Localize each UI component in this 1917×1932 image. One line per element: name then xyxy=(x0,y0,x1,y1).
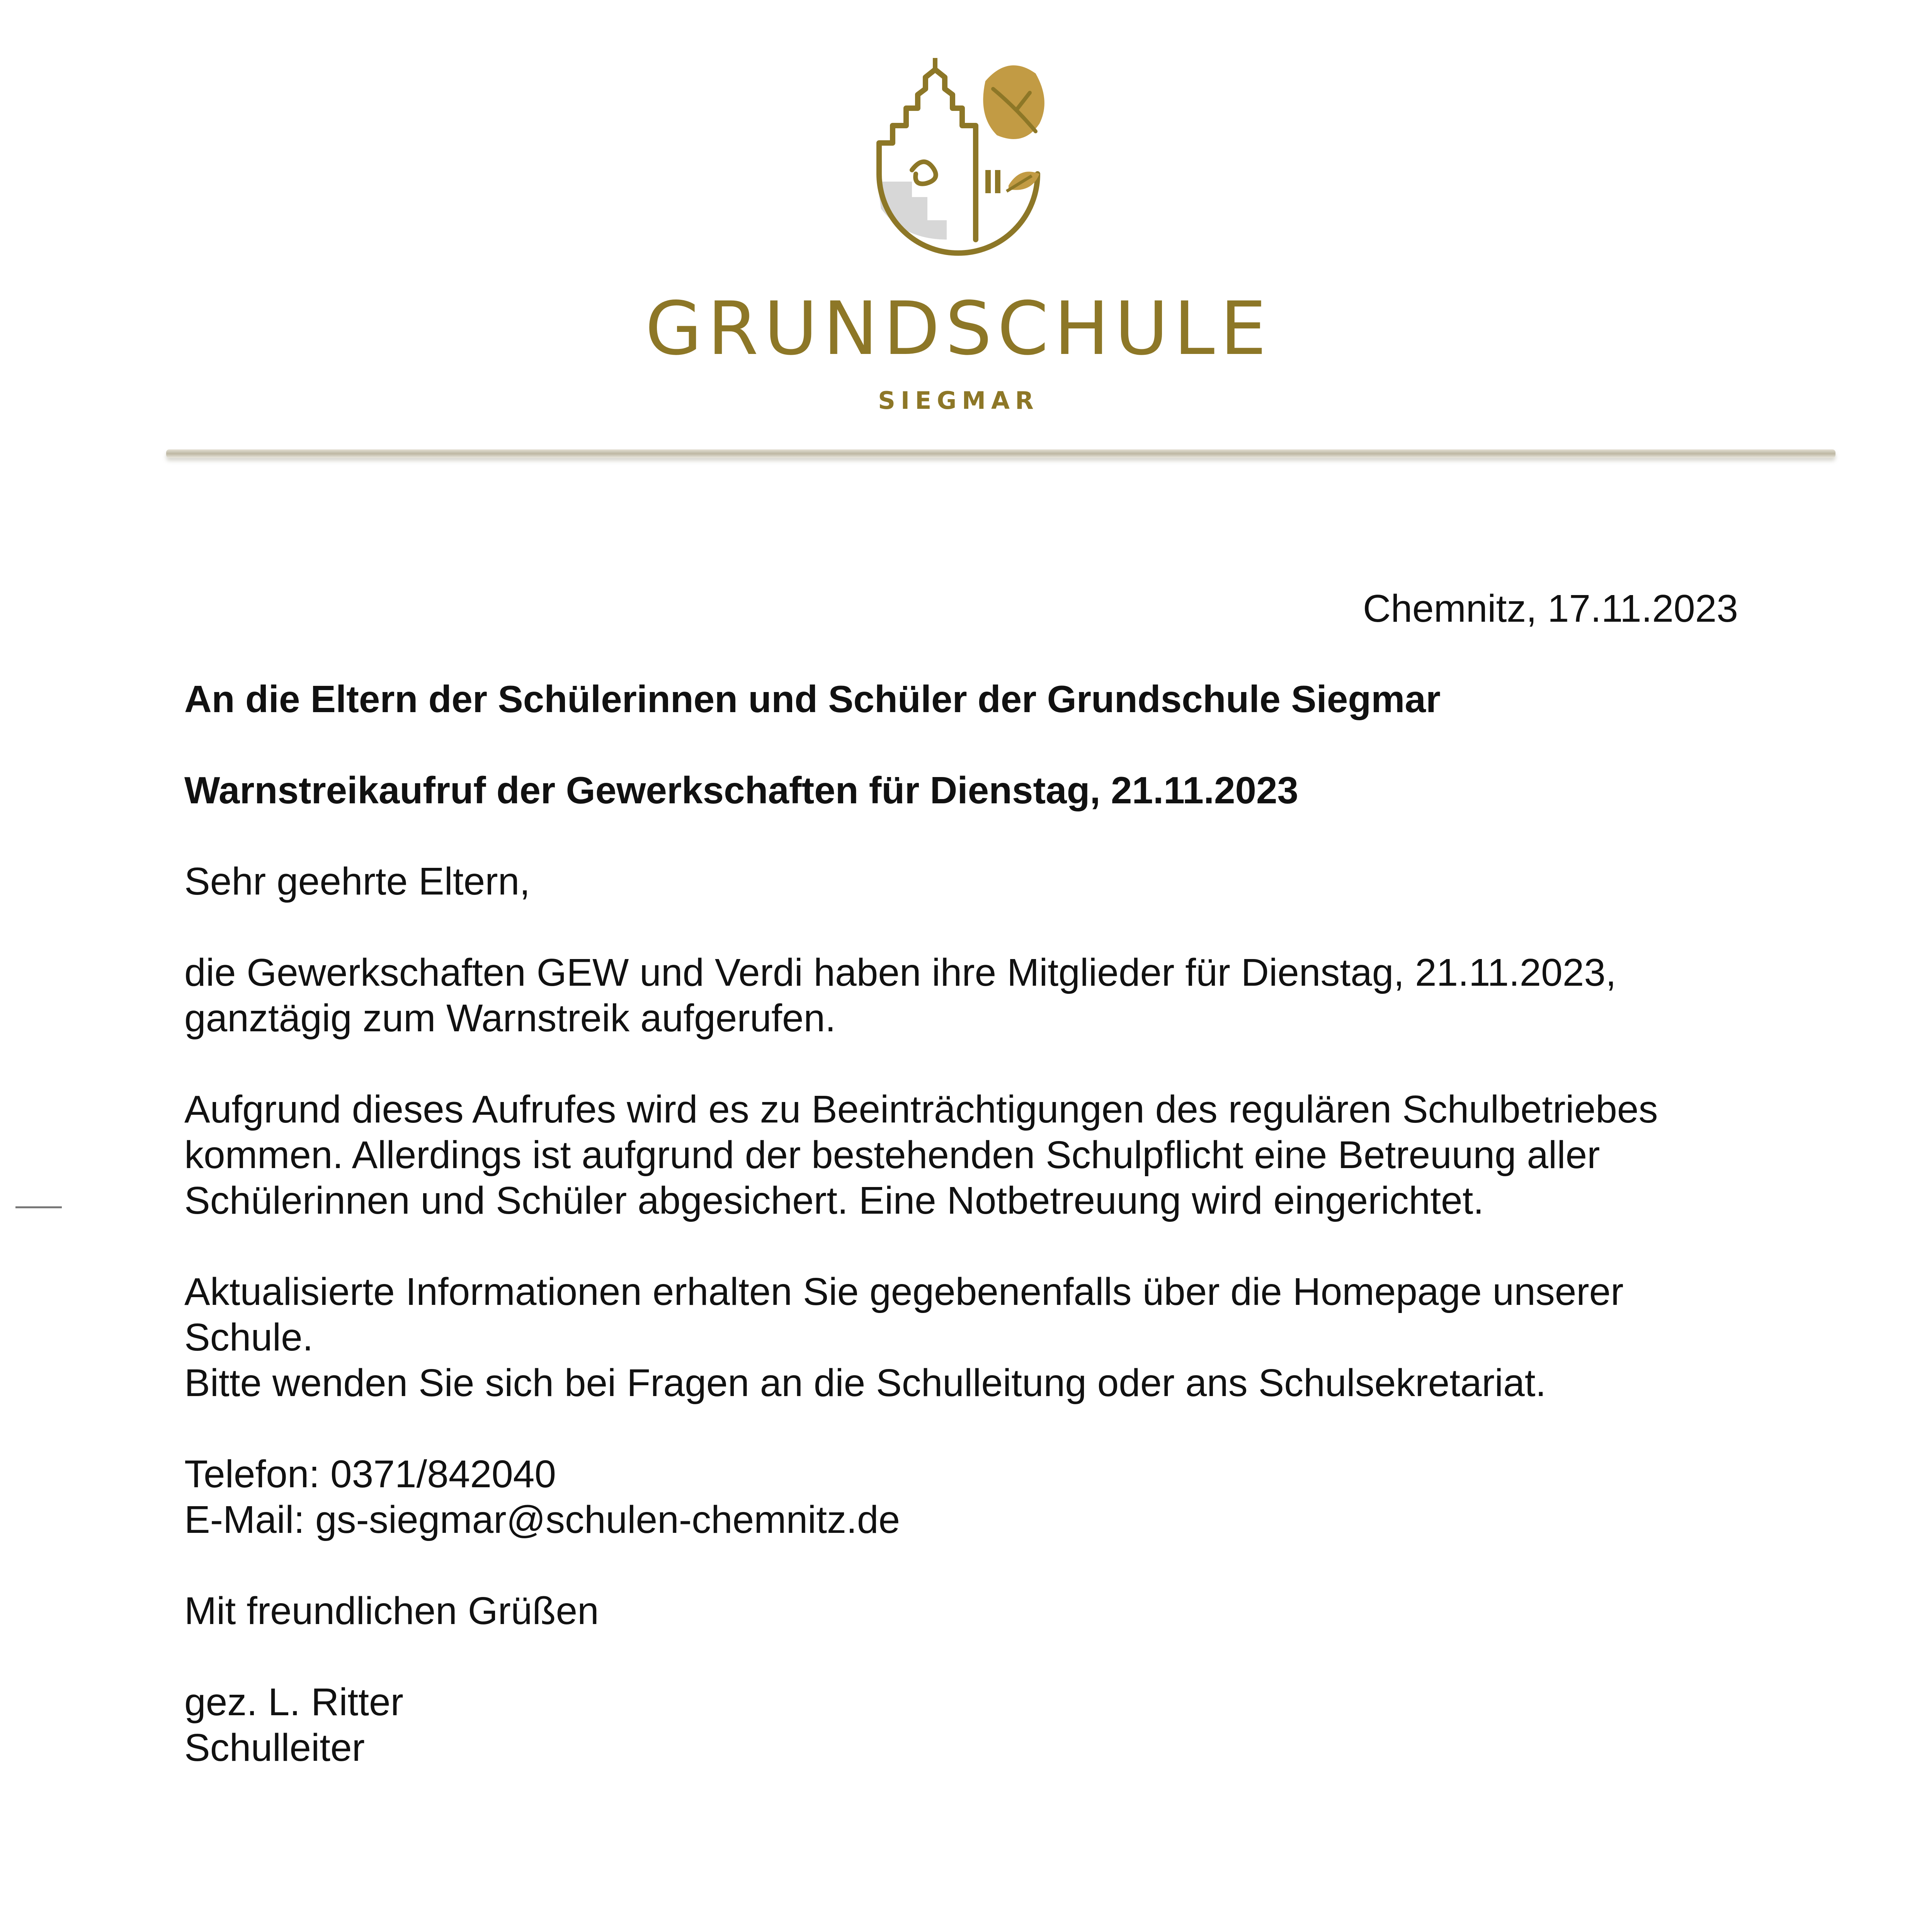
text-line: ganztägig zum Warnstreik aufgerufen. xyxy=(184,997,836,1040)
contact-phone: Telefon: 0371/842040 xyxy=(184,1452,556,1496)
text-line: die Gewerkschaften GEW und Verdi haben ihre Mitglieder für Dienstag, 21.11.2023, xyxy=(184,951,1616,994)
letter-contact xyxy=(184,1451,1749,1543)
text-line: Schülerinnen und Schüler abgesichert. Eine Notbetreuung wird eingerichtet. xyxy=(184,1179,1484,1222)
letter-signature-block xyxy=(184,1679,1749,1770)
letter-closing: Mit freundlichen Grüßen xyxy=(184,1589,599,1633)
logo-building-leaf-icon xyxy=(869,58,1047,259)
signature-title: Schulleiter xyxy=(184,1726,365,1769)
text-line: Bitte wenden Sie sich bei Fragen an die Schulleitung oder ans Schulsekretariat. xyxy=(184,1361,1546,1405)
text-line: Aktualisierte Informationen erhalten Sie gegebenenfalls über die Homepage unserer xyxy=(184,1270,1624,1313)
letter-subject: Warnstreikaufruf der Gewerkschaften für Dienstag, 21.11.2023 xyxy=(184,769,1299,811)
text-line: kommen. Allerdings ist aufgrund der bestehenden Schulpflicht eine Betreuung aller xyxy=(184,1133,1600,1177)
fold-mark xyxy=(15,1206,62,1208)
school-name-title: GRUNDSCHULE xyxy=(645,286,1272,371)
text-line: Schule. xyxy=(184,1316,313,1359)
letter-salutation: Sehr geehrte Eltern, xyxy=(184,860,530,903)
letter-recipient: An die Eltern der Schülerinnen und Schüler der Grundschule Siegmar xyxy=(184,678,1441,720)
letter-paragraph-2 xyxy=(184,1087,1749,1223)
letter-paragraph-1 xyxy=(184,950,1749,1041)
contact-email: E-Mail: gs-siegmar@schulen-chemnitz.de xyxy=(184,1498,900,1541)
header-divider xyxy=(166,449,1835,458)
letter-body xyxy=(184,676,1749,1816)
text-line: Aufgrund dieses Aufrufes wird es zu Beeinträchtigungen des regulären Schulbetriebes xyxy=(184,1088,1658,1131)
letter-date: Chemnitz, 17.11.2023 xyxy=(1363,587,1738,630)
school-location-subtitle: SIEGMAR xyxy=(878,386,1039,415)
signature-name: gez. L. Ritter xyxy=(184,1680,403,1724)
letter-paragraph-3 xyxy=(184,1269,1749,1406)
school-logo xyxy=(869,58,1047,259)
